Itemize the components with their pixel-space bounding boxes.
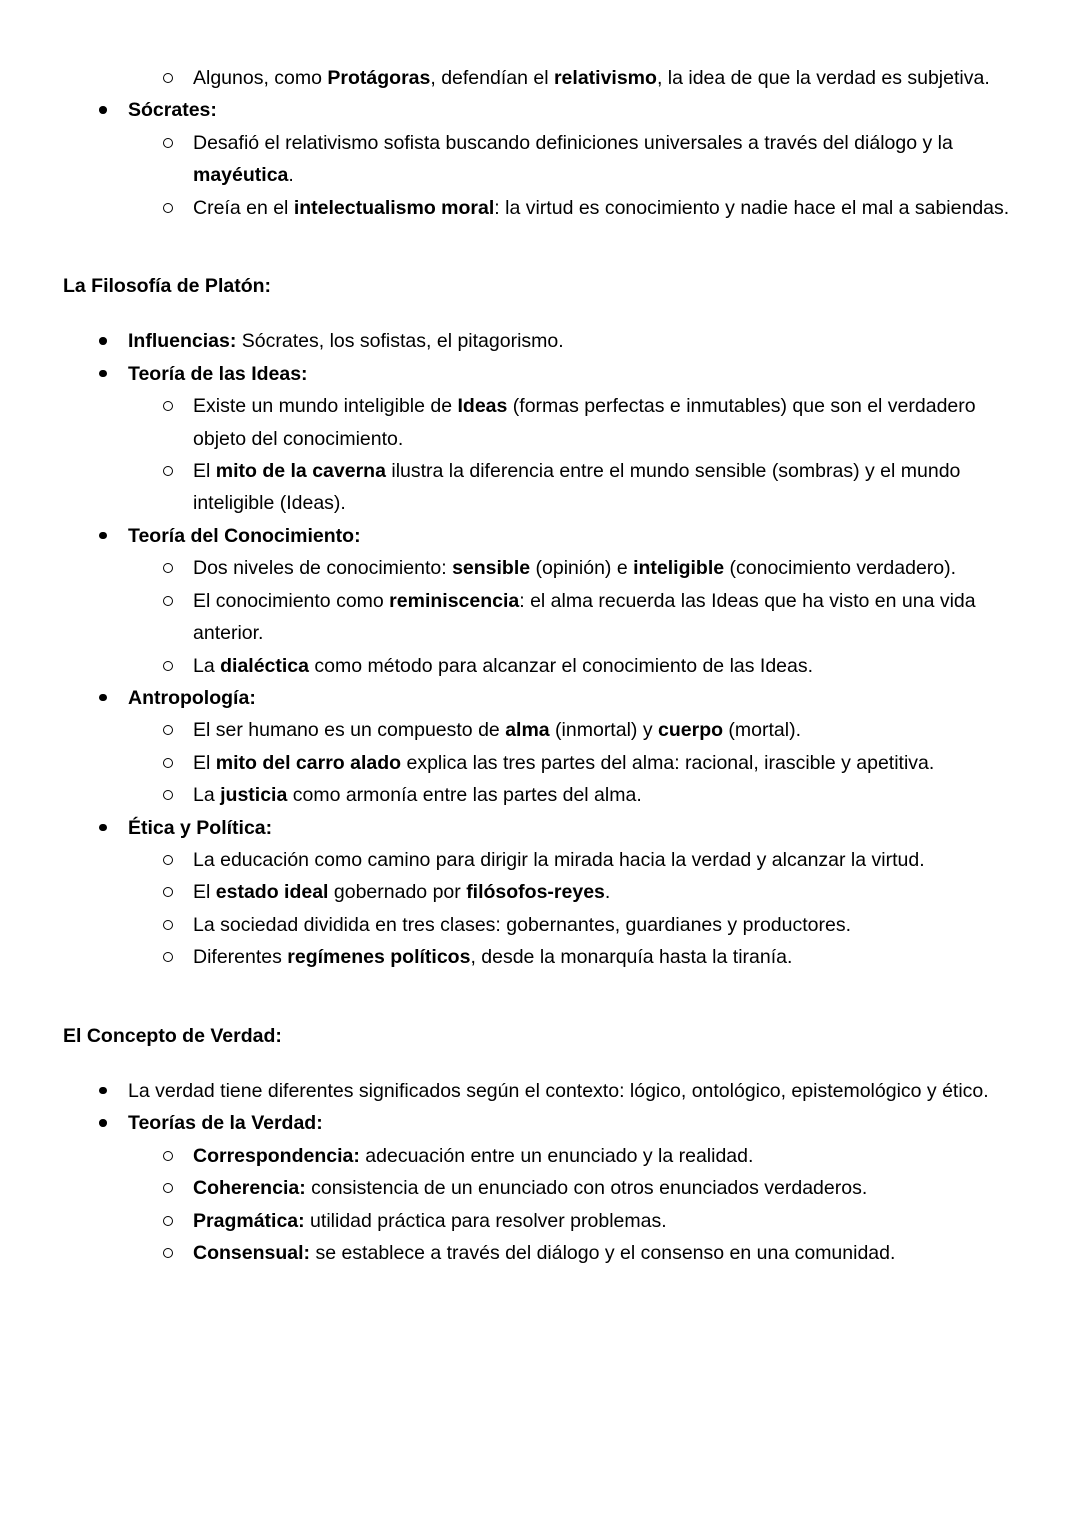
filled-bullet-icon (99, 370, 107, 378)
list-item (0, 1172, 1080, 1204)
open-circle-bullet-icon (163, 1183, 173, 1193)
open-circle-bullet-icon (163, 138, 173, 148)
filled-bullet-icon (99, 1119, 107, 1127)
list-item (0, 94, 1080, 126)
list-item-text: Correspondencia: adecuación entre un enunciado y la realidad. (193, 1144, 754, 1167)
open-circle-bullet-icon (163, 855, 173, 865)
list-item-text: Creía en el intelectualismo moral: la virtud es conocimiento y nadie hace el mal a sabiendas. (193, 196, 1010, 219)
list-item (0, 876, 1080, 908)
list-item (0, 552, 1080, 584)
open-circle-bullet-icon (163, 952, 173, 962)
list-item-text: El conocimiento como reminiscencia: el alma recuerda las Ideas que ha visto en una vida anterior. (193, 589, 976, 645)
list-item (0, 520, 1080, 552)
list-item (0, 714, 1080, 746)
open-circle-bullet-icon (163, 73, 173, 83)
list-item-text: Antropología: (128, 686, 256, 709)
open-circle-bullet-icon (163, 563, 173, 573)
open-circle-bullet-icon (163, 790, 173, 800)
list-item (0, 909, 1080, 941)
list-item (0, 358, 1080, 390)
list-item (0, 585, 1080, 650)
list-item (0, 1237, 1080, 1269)
list-item (0, 1140, 1080, 1172)
list-item-text: El ser humano es un compuesto de alma (inmortal) y cuerpo (mortal). (193, 719, 802, 742)
list-item-text: El estado ideal gobernado por filósofos-reyes. (193, 881, 611, 904)
list-item-text: Coherencia: consistencia de un enunciado con otros enunciados verdaderos. (193, 1177, 868, 1200)
list-item (0, 455, 1080, 520)
list-item-text: La educación como camino para dirigir la mirada hacia la verdad y alcanzar la virtud. (193, 848, 925, 871)
document-content (0, 62, 1080, 1269)
list-item-text: La verdad tiene diferentes significados según el contexto: lógico, ontológico, epistemológico y ético. (128, 1079, 989, 1102)
list-item (0, 747, 1080, 779)
list-item (0, 390, 1080, 455)
list-item (0, 1107, 1080, 1139)
list-item (0, 779, 1080, 811)
list-item-text: La dialéctica como método para alcanzar el conocimiento de las Ideas. (193, 654, 814, 677)
list-item-text: El mito del carro alado explica las tres partes del alma: racional, irascible y apetitiva. (193, 751, 935, 774)
list-item-text: Algunos, como Protágoras, defendían el relativismo, la idea de que la verdad es subjetiva. (193, 67, 990, 89)
list-item (0, 192, 1080, 224)
list-item-text: Teoría de las Ideas: (128, 362, 308, 385)
list-item (0, 1075, 1080, 1107)
list-item-text: Ética y Política: (128, 816, 273, 839)
list-item-text: Influencias: Sócrates, los sofistas, el pitagorismo. (128, 330, 564, 353)
list-item-text: Diferentes regímenes políticos, desde la monarquía hasta la tiranía. (193, 946, 793, 969)
list-item-text: Dos niveles de conocimiento: sensible (opinión) e inteligible (conocimiento verdadero). (193, 557, 957, 580)
open-circle-bullet-icon (163, 887, 173, 897)
list-item-text: Consensual: se establece a través del diálogo y el consenso en una comunidad. (193, 1242, 896, 1264)
list-item (0, 682, 1080, 714)
open-circle-bullet-icon (163, 203, 173, 213)
open-circle-bullet-icon (163, 725, 173, 735)
list-item (0, 127, 1080, 192)
list-item-text: La sociedad dividida en tres clases: gobernantes, guardianes y productores. (193, 913, 851, 936)
filled-bullet-icon (99, 1087, 107, 1095)
list-item-text: Teorías de la Verdad: (128, 1112, 323, 1135)
list-item-text: El mito de la caverna ilustra la diferencia entre el mundo sensible (sombras) y el mundo inteligible (Ideas). (193, 460, 961, 515)
list-item-text: Desafió el relativismo sofista buscando definiciones universales a través del diálogo y la mayéutica. (193, 131, 953, 187)
list-item (0, 650, 1080, 682)
filled-bullet-icon (99, 694, 107, 702)
list-item (0, 1205, 1080, 1237)
open-circle-bullet-icon (163, 1216, 173, 1226)
list-item (0, 325, 1080, 357)
open-circle-bullet-icon (163, 920, 173, 930)
open-circle-bullet-icon (163, 401, 173, 411)
list-item-text: Pragmática: utilidad práctica para resolver problemas. (193, 1209, 667, 1232)
list-item (0, 812, 1080, 844)
list-item-text: La justicia como armonía entre las partes del alma. (193, 784, 642, 807)
filled-bullet-icon (99, 532, 107, 540)
filled-bullet-icon (99, 337, 107, 345)
open-circle-bullet-icon (163, 596, 173, 606)
open-circle-bullet-icon (163, 1248, 173, 1258)
section-heading: El Concepto de Verdad: (63, 1024, 282, 1047)
open-circle-bullet-icon (163, 758, 173, 768)
list-item (0, 62, 1080, 94)
section-heading: La Filosofía de Platón: (63, 275, 272, 298)
open-circle-bullet-icon (163, 466, 173, 476)
open-circle-bullet-icon (163, 1151, 173, 1161)
filled-bullet-icon (99, 824, 107, 832)
list-item-text: Sócrates: (128, 99, 217, 122)
list-item-text: Existe un mundo inteligible de Ideas (formas perfectas e inmutables) que son el verdadero objeto del conocimiento. (193, 395, 976, 450)
list-item (0, 941, 1080, 973)
open-circle-bullet-icon (163, 661, 173, 671)
list-item (0, 844, 1080, 876)
filled-bullet-icon (99, 106, 107, 114)
list-item-text: Teoría del Conocimiento: (128, 524, 361, 547)
